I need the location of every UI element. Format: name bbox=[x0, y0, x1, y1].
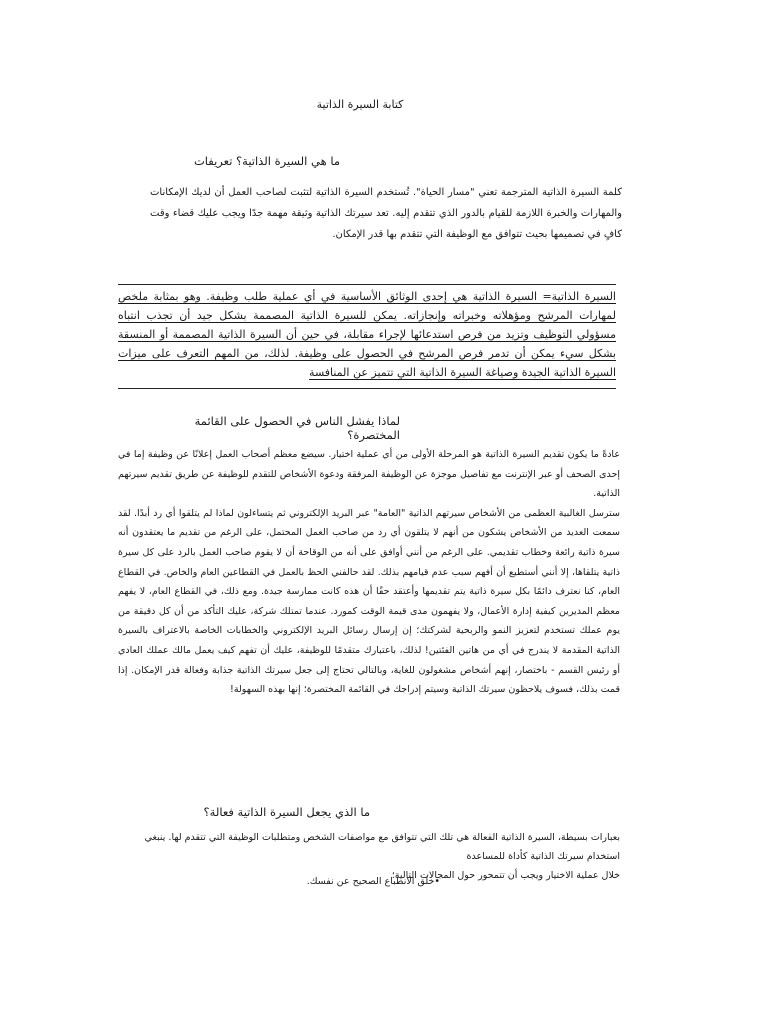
shortlist-paragraph-1: عادةً ما يكون تقديم السيرة الذاتية هو المرحلة الأولى من أي عملية اختيار. سيضع معظم أصحاب العمل إعلانًا عن وظيفة إما في إحدى الصحف أو عبر الإنترنت مع تفاصيل موجزة عن الوظيفة المرفقة ودعوة الأشخاص للتقدم للوظيفة عن طريق تقديم سيرتهم الذاتية. bbox=[118, 449, 620, 500]
section-heading-effective: ما الذي يجعل السيرة الذاتية فعالة؟ bbox=[203, 805, 370, 819]
bullet-item: •خلق الانطباع الصحيح عن نفسك. bbox=[306, 876, 440, 887]
box-bottom-rule bbox=[118, 388, 616, 389]
section-heading-shortlist: لماذا يفشل الناس في الحصول على القائمة المختصرة؟ bbox=[194, 414, 400, 442]
boxed-definition bbox=[118, 287, 616, 382]
shortlist-paragraph-2: سترسل الغالبية العظمى من الأشخاص سيرتهم الذاتية "العامة" عبر البريد الإلكتروني ثم يتساءلون لماذا لم يتلقوا أي رد أبدًا. لقد سمعت العديد من الأشخاص يشكون من أنهم لا يتلقون أي رد من صاحب العمل المحتمل، على الرغم من تقديم ما يعتقدون أنه سيرة ذاتية رائعة وخطاب تقديمي. على الرغم من أنني أوافق على أنه من الوقاحة أن لا يقوم صاحب العمل بالرد على كل سيرة ذاتية يتلقاها، إلا أنني أستطيع أن أفهم سبب عدم قيامهم بذلك. لقد حالفني الحظ بالعمل في القطاعين العام والخاص. في القطاع العام، كنا نعترف دائمًا بكل سيرة ذاتية يتم تقديمها وأعتقد حقًا أن هذه كانت ممارسة جيدة. ومع ذلك، في القطاع العام، لا يفهم معظم المديرين كيفية إدارة الأعمال، ولا يفهمون مدى قيمة الوقت كمورد. عندما تمتلك شركة، عليك التأكد من أن كل دقيقة من يوم عملك تستخدم لتعزيز النمو والربحية لشركتك؛ إن إرسال رسائل البريد الإلكتروني والخطابات الخاصة بالاعتراف بالسيرة الذاتية المقدمة لا يندرج في أي من هاتين الفئتين! لذلك، باعتبارك متقدمًا للوظيفة، عليك أن تفهم كيف يعمل مالك عملك العادي أو رئيس القسم - باختصار، إنهم أشخاص مشغولون للغاية، وبالتالي تحتاج إلى جعل سيرتك الذاتية جذابة وفعالة قدر الإمكان. إذا قمت بذلك، فسوف يلاحظون سيرتك الذاتية وسيتم إدراجك في القائمة المختصرة؛ إنها بهذه السهولة! bbox=[118, 507, 620, 696]
document-title: كتابة السيرة الذاتية bbox=[316, 98, 404, 111]
boxed-definition-text: السيرة الذاتية= السيرة الذاتية هي إحدى الوثائق الأساسية في أي عملية طلب وظيفة. وهو بمثابة ملخص لمهارات المرشح ومؤهلاته وخبراته وإنجازاته. يمكن للسيرة الذاتية المصممة بشكل جيد أن تجذب انتباه مسؤولي التوظيف وتزيد من فرص استدعائها لإجراء مقابلة، في حين أن السيرة الذاتية المصممة أو المنسقة بشكل سيء يمكن أن تدمر فرص المرشح في الحصول على وظيفة. لذلك، من المهم التعرف على ميزات السيرة الذاتية الجيدة وصياغة السيرة الذاتية التي تتميز عن المنافسة bbox=[118, 290, 616, 379]
section-heading-definitions: ما هي السيرة الذاتية؟ تعريفات bbox=[193, 154, 340, 168]
effective-paragraph-2: خلال عملية الاختيار ويجب أن تتمحور حول المجالات التالية؛ bbox=[391, 870, 620, 881]
shortlist-body bbox=[118, 445, 620, 700]
effective-paragraph-1: بعبارات بسيطة، السيرة الذاتية الفعالة هي تلك التي تتوافق مع مواصفات الشخص ومتطلبات الوظيفة التي تتقدم لها. ينبغي استخدام سيرتك الذاتية كأداة للمساعدة bbox=[144, 832, 620, 862]
box-top-rule bbox=[118, 284, 616, 285]
definition-paragraph: كلمة السيرة الذاتية المترجمة تعني "مسار الحياة". تُستخدم السيرة الذاتية لتثبت لصاحب العمل أن لديك الإمكانات والمهارات والخبرة اللازمة للقيام بالدور الذي تتقدم إليه. تعد سيرتك الذاتية وثيقة مهمة جدًا ويجب عليك قضاء وقت كافٍ في تصميمها بحيث تتوافق مع الوظيفة التي تتقدم بها قدر الإمكان. bbox=[150, 187, 622, 240]
